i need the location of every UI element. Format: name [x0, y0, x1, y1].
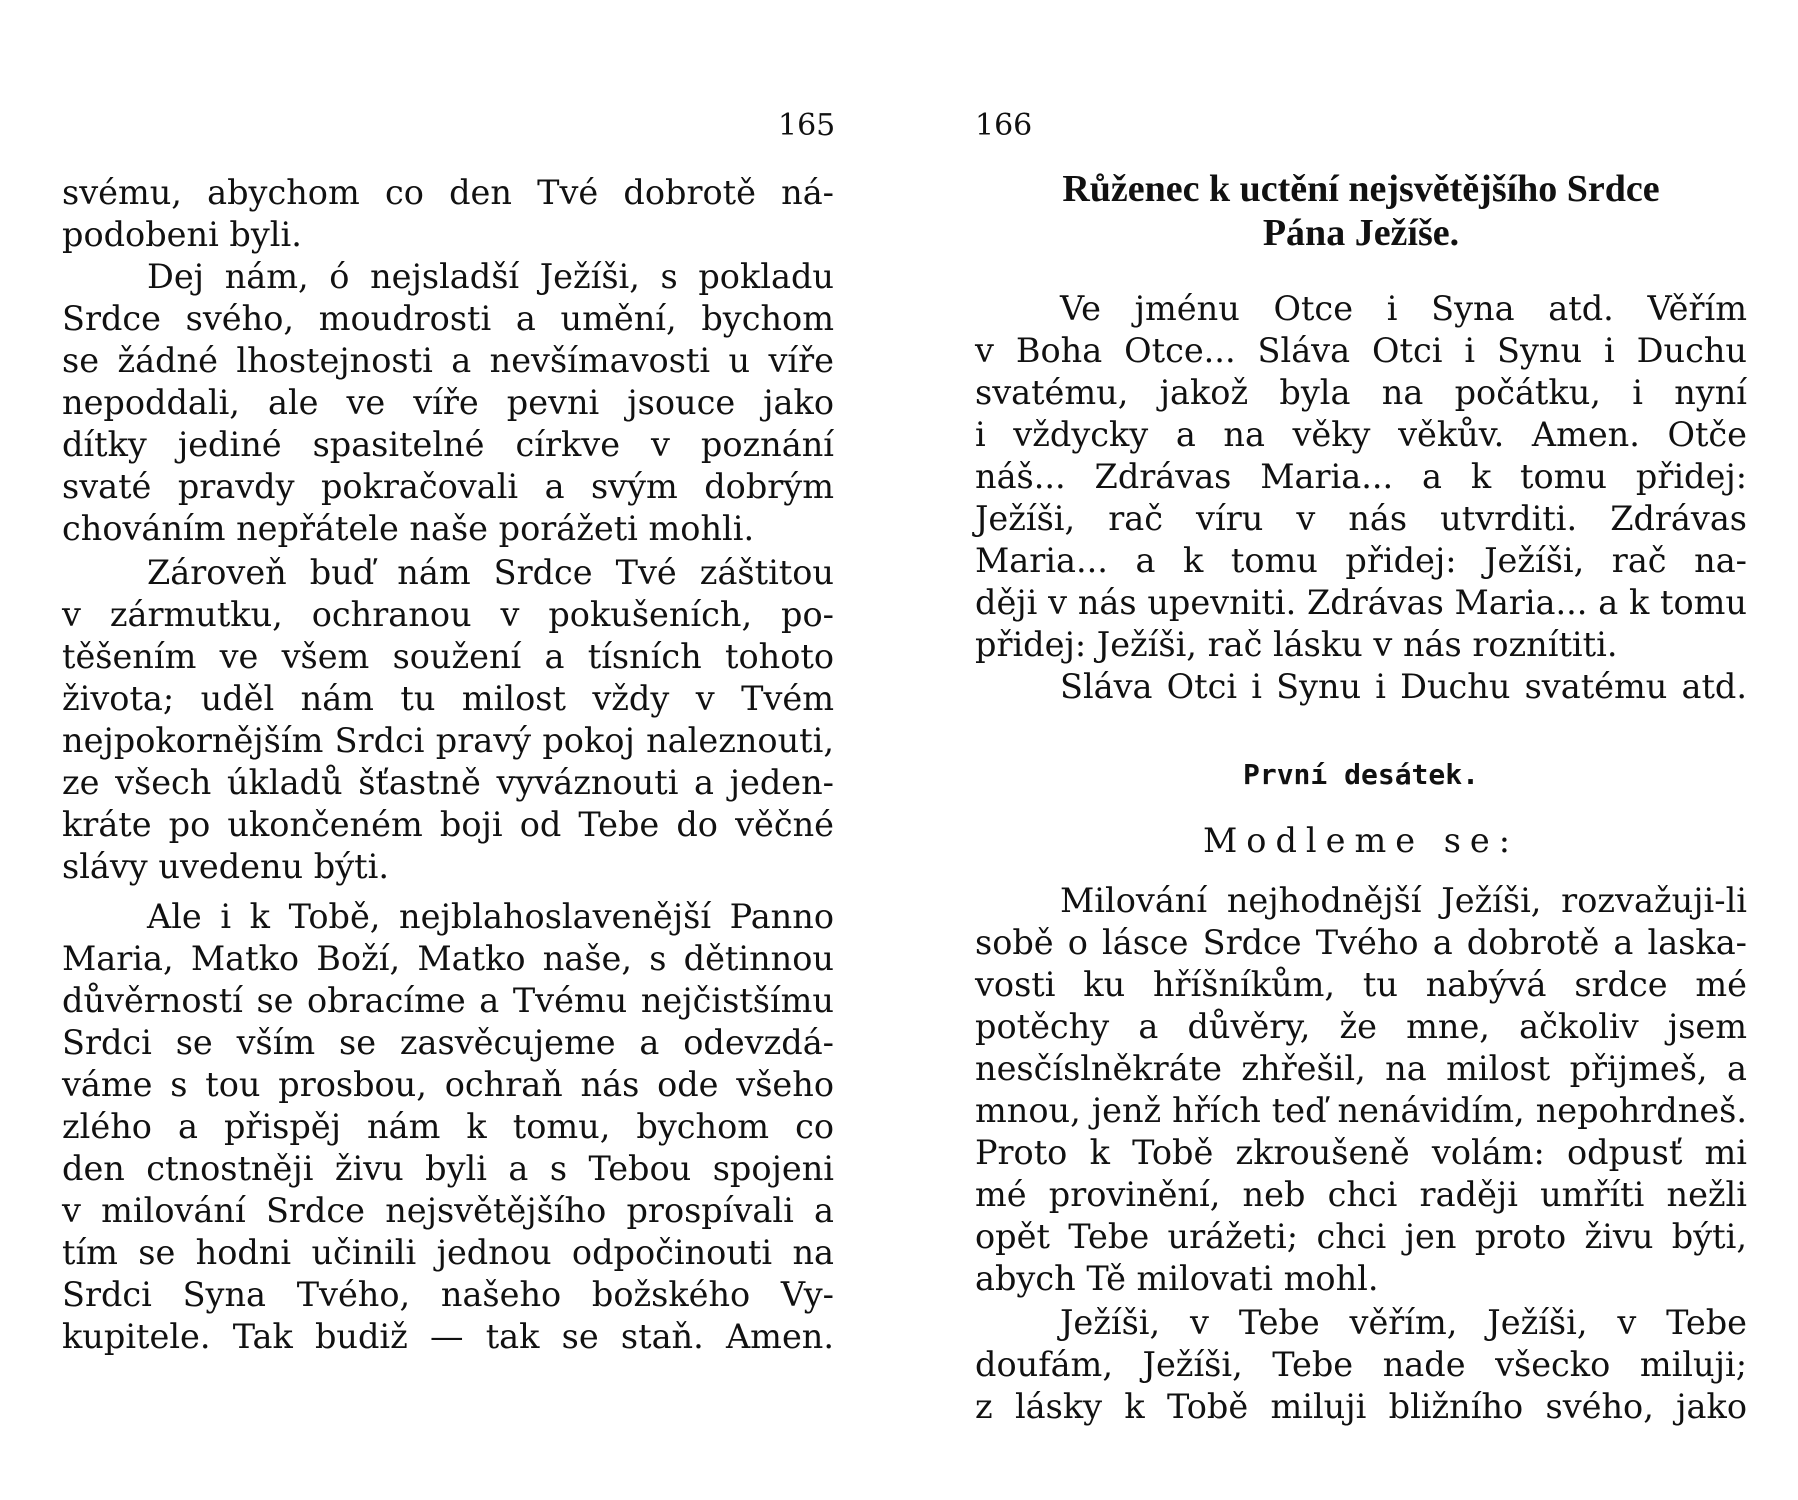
text-line: Milování nejhodnější Ježíši, rozvažuji-li	[1060, 881, 1747, 920]
text-line: ději v nás upevniti. Zdrávas Maria... a k tomu	[975, 583, 1747, 622]
text-line: opět Tebe urážeti; chci jen proto živu býti,	[975, 1217, 1747, 1256]
text-line: váme s tou prosbou, ochraň nás ode všeho	[62, 1065, 834, 1104]
text-line: náš... Zdrávas Maria... a k tomu přidej:	[975, 457, 1747, 496]
text-line: mé provinění, neb chci raději umříti nežli	[975, 1175, 1747, 1214]
text-line: Zároveň buď nám Srdce Tvé záštitou	[147, 553, 834, 592]
text-line: podobeni byli.	[62, 215, 302, 254]
text-line: z lásky k Tobě miluji bližního svého, jako	[975, 1387, 1747, 1426]
text-line: potěchy a důvěry, že mne, ačkoliv jsem	[975, 1007, 1747, 1046]
text-line: ze všech úkladů šťastně vyváznouti a jeden-	[62, 763, 834, 802]
text-line: života; uděl nám tu milost vždy v Tvém	[62, 679, 834, 718]
text-line: Ale i k Tobě, nejblahoslavenější Panno	[147, 897, 834, 936]
text-line: Ježíši, v Tebe věřím, Ježíši, v Tebe	[1060, 1303, 1747, 1342]
text-line: Sláva Otci i Synu i Duchu svatému atd.	[1060, 667, 1747, 706]
page-number-right: 166	[975, 108, 1033, 143]
text-line: nepoddali, ale ve víře pevni jsouce jako	[62, 383, 834, 422]
text-line: slávy uvedenu býti.	[62, 847, 389, 886]
text-line: přidej: Ježíši, rač lásku v nás roznítiti.	[975, 625, 1618, 664]
text-line: svaté pravdy pokračovali a svým dobrým	[62, 467, 834, 506]
text-line: Dej nám, ó nejsladší Ježíši, s pokladu	[147, 257, 834, 296]
text-line: chováním nepřátele naše porážeti mohli.	[62, 509, 755, 548]
text-line: zlého a přispěj nám k tomu, bychom co	[62, 1107, 834, 1146]
text-line: kráte po ukončeném boji od Tebe do věčné	[62, 805, 834, 844]
chapter-title: Růženec k uctění nejsvětějšího Srdce	[1062, 168, 1660, 210]
text-line: tím se hodni učinili jednou odpočinouti na	[62, 1233, 834, 1272]
page-number-left: 165	[778, 108, 836, 143]
text-line: i vždycky a na věky věkův. Amen. Otče	[975, 415, 1747, 454]
text-line: vosti ku hříšníkům, tu nabývá srdce mé	[975, 965, 1747, 1004]
text-line: sobě o lásce Srdce Tvého a dobrotě a laska-	[975, 923, 1747, 962]
text-line: v Boha Otce... Sláva Otci i Synu i Duchu	[975, 331, 1747, 370]
text-line: svatému, jakož byla na počátku, i nyní	[975, 373, 1747, 412]
text-line: v zármutku, ochranou v pokušeních, po-	[62, 595, 834, 634]
text-line: se žádné lhostejnosti a nevšímavosti u víře	[62, 341, 834, 380]
text-line: Ježíši, rač víru v nás utvrditi. Zdrávas	[975, 499, 1747, 538]
chapter-title: Pána Ježíše.	[1262, 212, 1460, 254]
text-line: Maria, Matko Boží, Matko naše, s dětinnou	[62, 939, 834, 978]
prayer-heading: Modleme se:	[1203, 821, 1519, 860]
text-line: nesčíslněkráte zhřešil, na milost přijmeš, a	[975, 1049, 1747, 1088]
text-line: svému, abychom co den Tvé dobrotě ná-	[62, 173, 834, 212]
text-line: abych Tě milovati mohl.	[975, 1259, 1379, 1298]
section-heading: První desátek.	[1242, 758, 1479, 791]
text-line: těšením ve všem soužení a tísních tohoto	[62, 637, 834, 676]
text-line: nejpokornějším Srdci pravý pokoj naleznouti,	[62, 721, 834, 760]
text-line: Proto k Tobě zkroušeně volám: odpusť mi	[975, 1133, 1747, 1172]
text-line: Srdce svého, moudrosti a umění, bychom	[62, 299, 834, 338]
text-line: Ve jménu Otce i Syna atd. Věřím	[1060, 289, 1747, 328]
text-line: Srdci Syna Tvého, našeho božského Vy-	[62, 1275, 834, 1314]
text-line: mnou, jenž hřích teď nenávidím, nepohrdneš.	[975, 1091, 1747, 1130]
text-line: v milování Srdce nejsvětějšího prospívali a	[62, 1191, 834, 1230]
text-line: kupitele. Tak budiž — tak se staň. Amen.	[62, 1317, 834, 1356]
text-line: důvěrností se obracíme a Tvému nejčistšímu	[62, 981, 834, 1020]
text-line: Maria... a k tomu přidej: Ježíši, rač na-	[975, 541, 1747, 580]
right-page	[899, 0, 1798, 1500]
text-line: Srdci se vším se zasvěcujeme a odevzdá-	[62, 1023, 834, 1062]
text-line: den ctnostněji živu byli a s Tebou spojeni	[62, 1149, 834, 1188]
text-line: dítky jediné spasitelné církve v poznání	[62, 425, 834, 464]
text-line: doufám, Ježíši, Tebe nade všecko miluji;	[975, 1345, 1747, 1384]
